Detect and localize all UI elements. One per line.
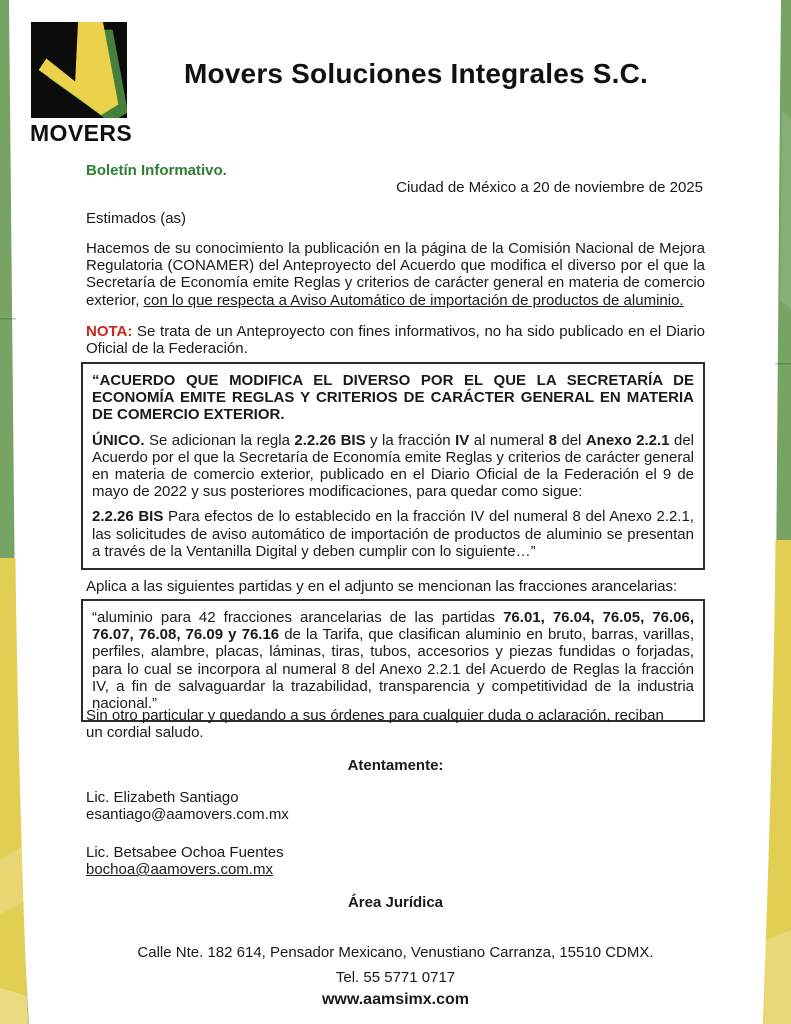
movers-checkmark-icon [30,22,128,118]
acuerdo-heading: “ACUERDO QUE MODIFICA EL DIVERSO POR EL QUE LA SECRETARÍA DE ECONOMÍA EMITE REGLAS Y CRITERIOS DE CARÁCTER GENERAL EN MATERIA DE COMERCIO EXTERIOR. [92,372,694,424]
closing-paragraph [86,707,705,741]
signature-block [86,789,705,823]
signer-name: Lic. Betsabee Ochoa Fuentes [86,844,284,861]
intro-paragraph: Hacemos de su conocimiento la publicación en la página de la Comisión Nacional de Mejora Regulatoria (CONAMER) del Anteproyecto del Acuerdo que modifica el diverso por el que la Secretaría de Economía emite Reglas y criterios de carácter general en materia de comercio exterior, con lo que respecta a Aviso Automático de importación de productos de aluminio. [86,240,705,309]
closing-line-1: Sin otro particular y quedando a sus órdenes para cualquier duda o aclaración, reciban [86,707,664,724]
bis-paragraph: 2.2.26 BIS Para efectos de lo establecido en la fracción IV del numeral 8 del Anexo 2.2.1, las solicitudes de aviso automático de importación de productos de aluminio se presentan a través de la Ventanilla Digital y deben cumplir con lo siguiente…” [92,508,694,560]
closing-line-2: un cordial saludo. [86,724,204,742]
nota-paragraph: NOTA: Se trata de un Anteproyecto con fines informativos, no ha sido publicado en el Diario Oficial de la Federación. [86,323,705,358]
salutation: Atentamente: [347,757,444,774]
dateline: Ciudad de México a 20 de noviembre de 2025 [396,179,703,196]
website-link[interactable]: www.aamsimx.com [321,991,470,1008]
acuerdo-box [81,362,705,570]
page-title: Movers Soluciones Integrales S.C. [183,58,649,89]
logo-wordmark: MOVERS [30,120,133,146]
signer-name: Lic. Elizabeth Santiago [86,789,239,806]
company-logo [30,22,133,147]
unico-paragraph: ÚNICO. Se adicionan la regla 2.2.26 BIS y la fracción IV al numeral 8 del Anexo 2.2.1 del Acuerdo por el que la Secretaría de Economía emite Reglas y criterios de carácter general en materia de comercio exterior, publicado en el Diario Oficial de la Federación el 9 de mayo de 2022 y sus posteriores modificaciones, para quedar como sigue: [92,431,694,501]
signer-email-link[interactable]: bochoa@aamovers.com.mx [86,861,273,879]
left-edge-ribbon [0,0,40,1024]
fracciones-box [81,599,705,722]
signer-email-link[interactable]: esantiago@aamovers.com.mx [86,806,289,824]
fracciones-paragraph: “aluminio para 42 fracciones arancelarias de las partidas 76.01, 76.04, 76.05, 76.06, 76.07, 76.08, 76.09 y 76.16 de la Tarifa, que clasifican aluminio en bruto, barras, varillas, perfiles, alambre, placas, láminas, tiras, tubos, accesorios y piezas fundidas o forjadas, para lo cual se incorpora al numeral 8 del Anexo 2.2.1 del Acuerdo de Reglas la fracción IV, a fin de salvaguardar la trazabilidad, transparencia y competitividad de la industria nacional.” [92,609,694,713]
phone-line: Tel. 55 5771 0717 [335,969,456,986]
aplica-line: Aplica a las siguientes partidas y en el adjunto se mencionan las fracciones arancelarias: [86,578,678,595]
signature-block [86,844,705,878]
bulletin-label: Boletín Informativo. [86,162,227,179]
department-title: Área Jurídica [347,894,444,911]
greeting: Estimados (as) [86,210,187,227]
address-line: Calle Nte. 182 614, Pensador Mexicano, Venustiano Carranza, 15510 CDMX. [137,944,654,961]
right-edge-ribbon [751,0,791,1024]
